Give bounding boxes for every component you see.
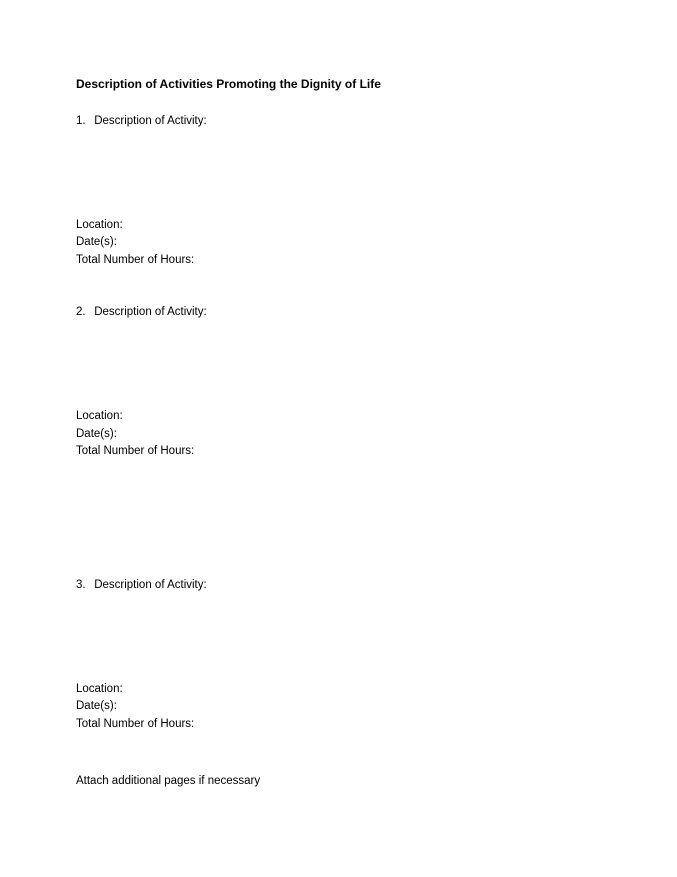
activity-1-number: 1. (76, 115, 86, 127)
activity-3-location-label: Location: (76, 683, 123, 695)
activity-3-description-heading (76, 578, 207, 592)
activity-2-hours-label: Total Number of Hours: (76, 445, 195, 457)
activity-1-dates-label: Date(s): (76, 236, 117, 248)
activity-3-dates-label: Date(s): (76, 700, 117, 712)
activity-2-number: 2. (76, 306, 86, 318)
activity-1-hours-label: Total Number of Hours: (76, 254, 195, 266)
activity-1-location-label: Location: (76, 219, 123, 231)
activity-2-dates-label: Date(s): (76, 428, 117, 440)
activity-2-description-label: Description of Activity: (94, 306, 207, 318)
document-title: Description of Activities Promoting the Dignity of Life (76, 77, 381, 91)
activity-3-number: 3. (76, 579, 86, 591)
activity-3-hours-label: Total Number of Hours: (76, 718, 195, 730)
activity-1-description-heading (76, 114, 207, 128)
activity-3-description-label: Description of Activity: (94, 579, 207, 591)
activity-2-description-heading (76, 305, 207, 319)
activity-1-description-label: Description of Activity: (94, 115, 207, 127)
footer-note: Attach additional pages if necessary (76, 775, 261, 787)
activity-2-location-label: Location: (76, 410, 123, 422)
